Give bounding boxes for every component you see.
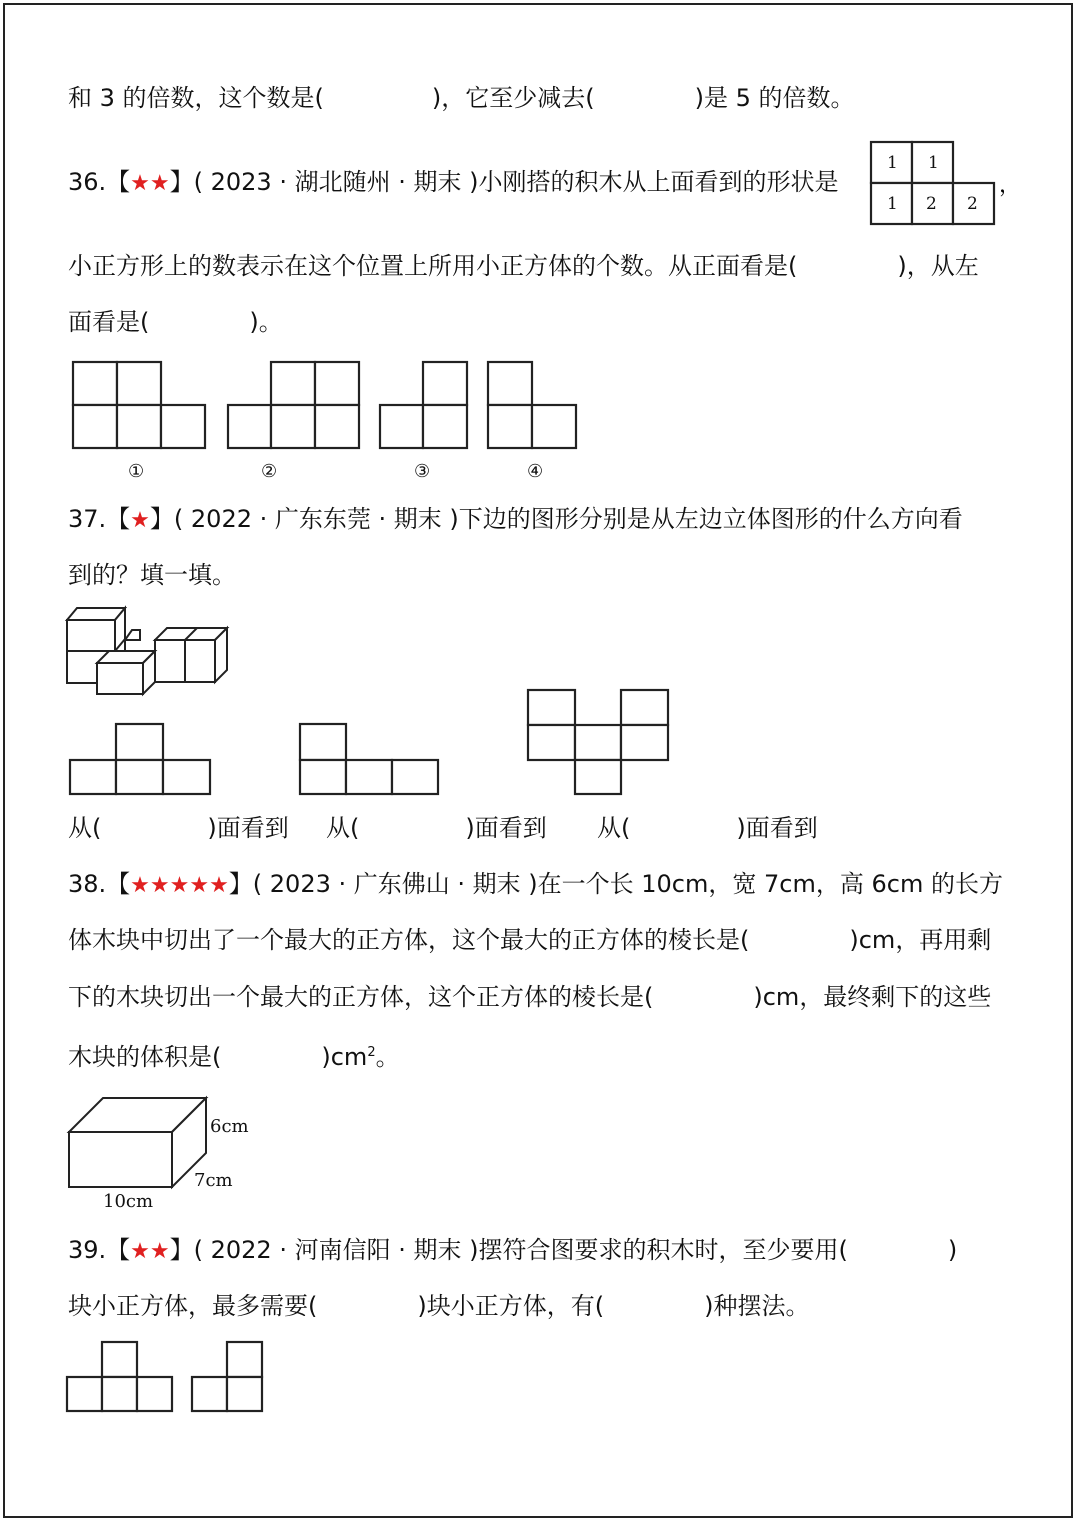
q38-line3 <box>68 981 991 1013</box>
text: )，它至少减去( <box>431 84 595 112</box>
q38-cuboid-figure <box>60 1088 260 1213</box>
comma: ， <box>999 173 1022 198</box>
q36-header <box>68 166 838 200</box>
question-number: 37. <box>68 505 107 533</box>
q37-answer-1 <box>68 812 289 844</box>
text: 块小正方体，最多需要( <box>68 1292 318 1320</box>
difficulty-stars: ★ <box>130 508 150 533</box>
q37-header <box>68 503 963 537</box>
superscript: 2 <box>367 1045 376 1060</box>
option-4-figure[interactable] <box>488 362 576 448</box>
question-text: 下边的图形分别是从左边立体图形的什么方向看 <box>458 505 963 533</box>
difficulty-stars: ★★★★★ <box>130 873 229 898</box>
bracket: 【 <box>106 870 131 898</box>
text: )是 5 的倍数。 <box>694 84 855 112</box>
continuation-line <box>68 82 855 114</box>
grid-number: 2 <box>926 194 937 214</box>
q39-line2 <box>68 1290 809 1322</box>
difficulty-stars: ★★ <box>130 171 170 196</box>
text: 到的？填一填。 <box>68 561 236 589</box>
question-source: ( 2022 · 河南信阳 · 期末 ) <box>193 1236 479 1264</box>
q36-line3 <box>68 306 283 338</box>
question-source: ( 2022 · 广东东莞 · 期末 ) <box>173 505 459 533</box>
q37-answer-3 <box>597 812 818 844</box>
question-text: 摆符合图要求的积木时，至少要用( <box>478 1236 848 1264</box>
q38-line4 <box>68 1037 400 1073</box>
front-view-figure <box>67 1342 172 1411</box>
bracket: 】 <box>169 168 194 196</box>
view-figure-2[interactable] <box>300 724 438 794</box>
text: )。 <box>249 308 283 336</box>
text: ) <box>947 1236 958 1264</box>
question-number: 36. <box>68 168 107 196</box>
length-label: 10cm <box>103 1191 154 1212</box>
text: 体木块中切出了一个最大的正方体，这个最大的正方体的棱长是( <box>68 926 750 954</box>
question-number: 38. <box>68 870 107 898</box>
q36-top-view-grid <box>866 138 1022 228</box>
bracket: 【 <box>106 1236 131 1264</box>
q38-header <box>68 868 1003 902</box>
option-2-figure[interactable] <box>228 362 359 448</box>
text: 和 3 的倍数，这个数是( <box>68 84 324 112</box>
option-label: ① <box>128 461 145 482</box>
question-number: 39. <box>68 1236 107 1264</box>
text: )面看到 <box>465 814 547 842</box>
text: )cm，最终剩下的这些 <box>753 983 992 1011</box>
bracket: 【 <box>106 505 131 533</box>
option-label: ④ <box>527 461 544 482</box>
view-figure-3[interactable] <box>528 690 668 794</box>
text: 。 <box>375 1043 400 1071</box>
option-label: ③ <box>414 461 431 482</box>
bracket: 】 <box>149 505 174 533</box>
text: )面看到 <box>736 814 818 842</box>
q38-line2 <box>68 924 991 956</box>
height-label: 6cm <box>210 1116 249 1137</box>
option-label: ② <box>261 461 278 482</box>
question-source: ( 2023 · 湖北随州 · 期末 ) <box>193 168 479 196</box>
q39-view-figures <box>60 1335 275 1420</box>
q37-line2 <box>68 559 236 591</box>
option-3-figure[interactable] <box>380 362 467 448</box>
view-figure-1[interactable] <box>70 724 210 794</box>
question-text: 在一个长 10cm，宽 7cm，高 6cm 的长方 <box>537 870 1003 898</box>
q36-line2 <box>68 250 979 282</box>
text: )cm <box>321 1043 368 1071</box>
text: )，从左 <box>897 252 979 280</box>
text: 木块的体积是( <box>68 1043 222 1071</box>
q37-view-figures <box>60 685 680 800</box>
question-text: 小刚搭的积木从上面看到的形状是 <box>478 168 839 196</box>
text: )面看到 <box>207 814 289 842</box>
bracket: 】 <box>169 1236 194 1264</box>
text: 下的木块切出一个最大的正方体，这个正方体的棱长是( <box>68 983 654 1011</box>
grid-number: 2 <box>967 194 978 214</box>
grid-number: 1 <box>887 153 898 173</box>
question-source: ( 2023 · 广东佛山 · 期末 ) <box>252 870 538 898</box>
text: 从( <box>68 814 102 842</box>
bracket: 【 <box>106 168 131 196</box>
q39-header <box>68 1234 957 1268</box>
side-view-figure <box>192 1342 262 1411</box>
grid-number: 1 <box>887 194 898 214</box>
q36-options <box>60 350 600 485</box>
text: 从( <box>326 814 360 842</box>
width-label: 7cm <box>194 1170 233 1191</box>
bracket: 】 <box>228 870 253 898</box>
q37-answer-2 <box>326 812 547 844</box>
text: )cm，再用剩 <box>849 926 992 954</box>
text: 从( <box>597 814 631 842</box>
text: )块小正方体，有( <box>417 1292 605 1320</box>
grid-number: 1 <box>928 153 939 173</box>
text: 小正方形上的数表示在这个位置上所用小正方体的个数。从正面看是( <box>68 252 798 280</box>
text: 面看是( <box>68 308 150 336</box>
option-1-figure[interactable] <box>73 362 205 448</box>
difficulty-stars: ★★ <box>130 1239 170 1264</box>
text: )种摆法。 <box>704 1292 810 1320</box>
